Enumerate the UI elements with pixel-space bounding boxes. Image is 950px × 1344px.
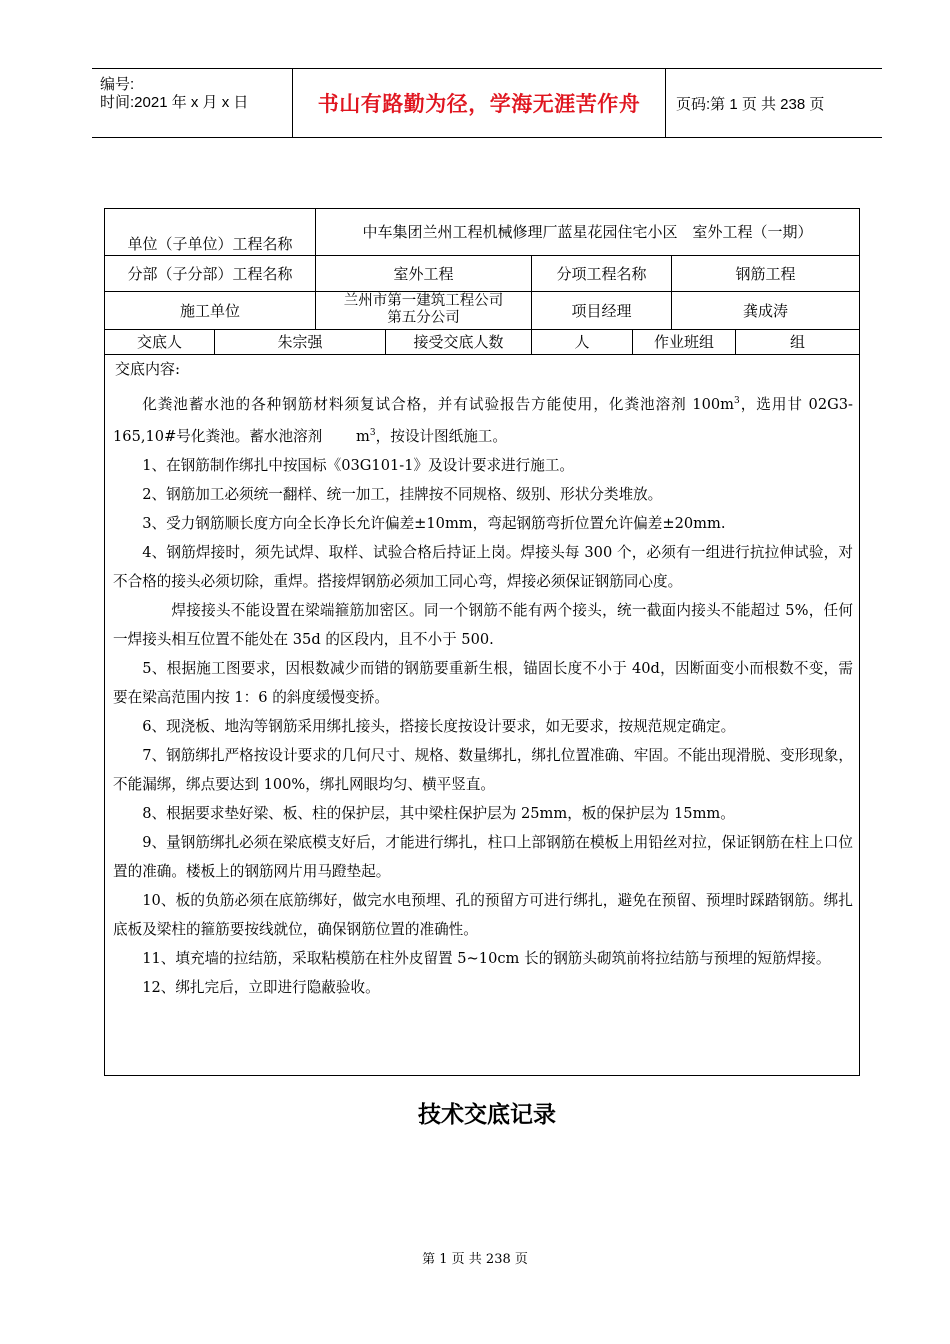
intro-sup-2: 3	[369, 427, 376, 438]
division-label: 分部（子分部）工程名称	[105, 255, 316, 291]
contractor-line1: 兰州市第一建筑工程公司	[343, 293, 504, 309]
list-item: 10、板的负筋必须在底筋绑好，做完水电预埋、孔的预留方可进行绑扎，避免在预留、预埋时踩踏钢筋。绑扎底板及梁柱的箍筋要按线就位，确保钢筋位置的准确性。	[113, 891, 853, 938]
discloser-label: 交底人	[105, 329, 215, 354]
list-item: 9、量钢筋绑扎必须在梁底模支好后，才能进行绑扎，柱口上部钢筋在模板上用铅丝对拉，保证钢筋在柱上口位置的准确。楼板上的钢筋网片用马蹬垫起。	[113, 833, 853, 880]
disclosure-table	[104, 208, 860, 1076]
intro-paragraph	[113, 387, 853, 451]
subitem-label: 分项工程名称	[532, 255, 672, 291]
intro-text-3: ，按设计图纸施工。	[375, 427, 507, 445]
list-item: 7、钢筋绑扎严格按设计要求的几何尺寸、规格、数量绑扎，绑扎位置准确、牢固。不能出现滑脱、变形现象，不能漏绑，绑点要达到 100%，绑扎网眼均匀、横平竖直。	[113, 746, 853, 793]
unit-project-value: 中车集团兰州工程机械修理厂蓝星花园住宅小区 室外工程（一期）	[362, 223, 813, 241]
list-item: 6、现浇板、地沟等钢筋采用绑扎接头，搭接长度按设计要求，如无要求，按规范规定确定。	[142, 717, 736, 735]
header-page-cell	[666, 69, 882, 137]
number-label: 编号:	[100, 76, 135, 93]
table-row	[105, 209, 859, 256]
contractor-value	[316, 291, 532, 329]
list-item: 4、钢筋焊接时，须先试焊、取样、试验合格后持证上岗。焊接头每 300 个，必须有一组进行抗拉伸试验，对不合格的接头必须切除，重焊。搭接焊钢筋必须加工同心弯，焊接必须保证钢筋同心度。	[113, 543, 853, 590]
page-header	[92, 68, 882, 138]
manager-label: 项目经理	[532, 291, 672, 329]
list-item: 5、根据施工图要求，因根数减少而错的钢筋要重新生根，锚固长度不小于 40d，因断面变小而根数不变，需要在梁高范围内按 1：6 的斜度缓慢变挢。	[113, 659, 853, 706]
receiver-count-value: 人	[532, 329, 633, 354]
subitem-value: 钢筋工程	[735, 264, 796, 283]
document-title: 技术交底记录	[418, 1102, 556, 1128]
manager-value: 龚成涛	[742, 301, 788, 320]
table-row	[105, 291, 859, 330]
intro-sup-1: 3	[734, 396, 740, 406]
list-item: 焊接接头不能设置在梁端箍筋加密区。同一个钢筋不能有两个接头，统一截面内接头不能超过 5%，任何一焊接头相互位置不能处在 35d 的区段内，且不小于 500.	[113, 601, 853, 648]
contractor-line2: 第五分公司	[387, 310, 460, 326]
division-value: 室外工程	[316, 255, 532, 291]
receiver-count-label: 接受交底人数	[386, 329, 532, 354]
page-footer: 第 1 页 共 238 页	[422, 1252, 528, 1267]
list-item: 1、在钢筋制作绑扎中按国标《03G101-1》及设计要求进行施工。	[142, 456, 575, 474]
page-label: 页码:第 1 页 共 238 页	[676, 95, 825, 113]
table-row	[105, 354, 859, 380]
intro-text-1: 化粪池蓄水池的各种钢筋材料须复试合格，并有试验报告方能使用，化粪池溶剂 100m	[142, 395, 735, 413]
list-item: 2、钢筋加工必须统一翻样、统一加工，挂牌按不同规格、级别、形状分类堆放。	[142, 485, 663, 503]
list-item: 11、填充墙的拉结筋，采取粘模筋在柱外皮留置 5~10cm 长的钢筋头砌筑前将拉结筋与预埋的短筋焊接。	[142, 949, 831, 967]
table-row	[105, 329, 859, 355]
list-item: 12、绑扎完后，立即进行隐蔽验收。	[142, 978, 380, 996]
header-meta	[92, 69, 293, 137]
motto-text: 书山有路勤为径，学海无涯苦作舟	[317, 92, 641, 116]
time-label: 时间:2021 年 x 月 x 日	[100, 94, 249, 111]
header-motto-cell	[293, 69, 666, 137]
contractor-label: 施工单位	[105, 291, 316, 329]
team-value: 组	[789, 333, 805, 351]
unit-project-label: 单位（子单位）工程名称	[105, 209, 316, 255]
discloser-value: 朱宗强	[215, 329, 386, 354]
table-row	[105, 255, 859, 292]
disclosure-content	[113, 387, 853, 1002]
list-item: 8、根据要求垫好梁、板、柱的保护层，其中梁柱保护层为 25mm，板的保护层为 15mm。	[142, 804, 735, 822]
list-item: 3、受力钢筋顺长度方向全长净长允许偏差±10mm，弯起钢筋弯折位置允许偏差±20mm.	[142, 514, 726, 532]
content-label: 交底内容:	[115, 360, 181, 378]
intro-text-2: ，选用甘 02G3-165,10#号化粪池。蓄水池溶剂 m	[113, 395, 853, 445]
team-label: 作业班组	[633, 329, 736, 354]
